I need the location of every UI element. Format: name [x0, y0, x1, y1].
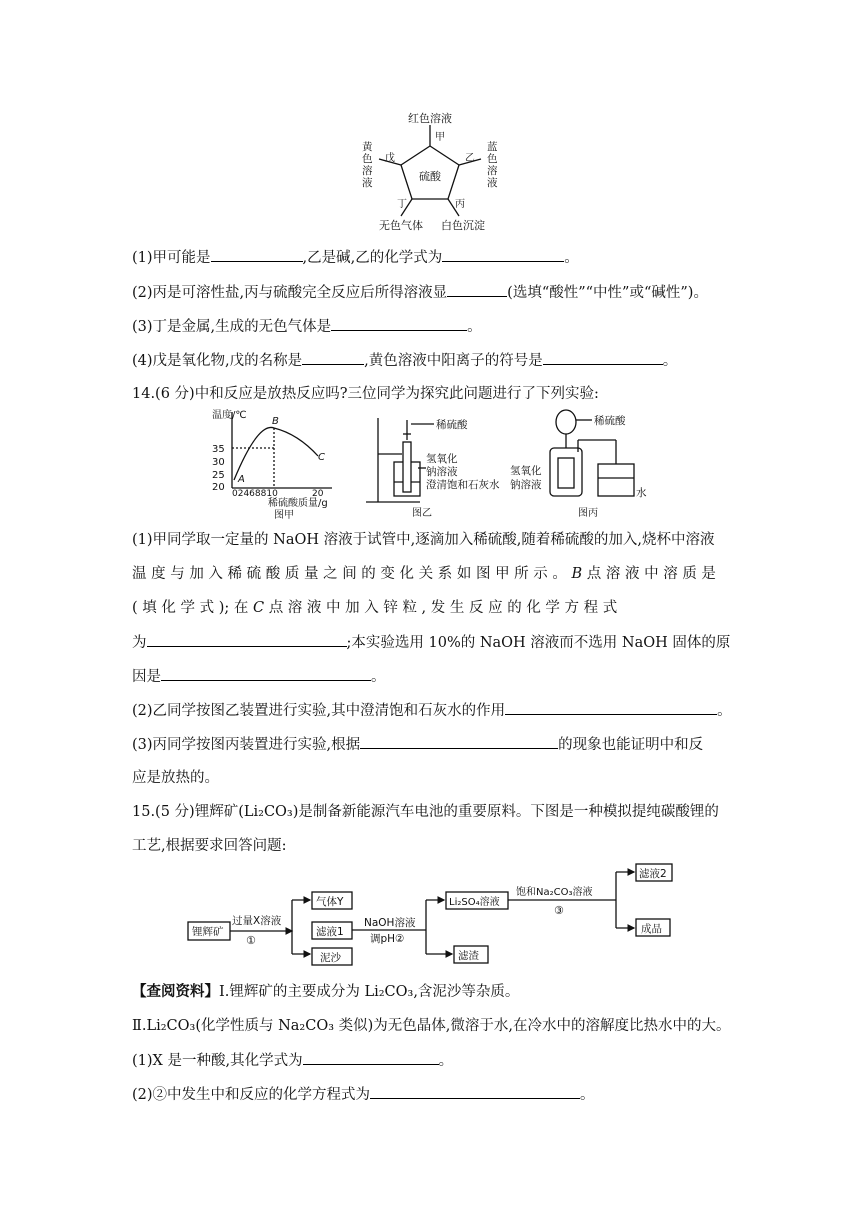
q14-p1-line5: 因是 。 — [132, 666, 386, 687]
q15-line1: 15.(5 分)锂辉矿(Li₂CO₃)是制备新能源汽车电池的重要原料。下图是一种模拟提纯碳酸锂的 — [132, 804, 719, 820]
q15-line2: 工艺,根据要求回答问题: — [132, 838, 287, 854]
flow-filtrate1: 滤液1 — [316, 926, 344, 938]
xticks: 02468810 — [232, 489, 278, 499]
answer-blank[interactable] — [370, 1084, 580, 1099]
label-acid: 稀硫酸 — [436, 419, 468, 431]
pentagon-center: 硫酸 — [419, 170, 441, 183]
figure-bing-apparatus — [506, 404, 656, 520]
answer-blank[interactable] — [442, 247, 564, 262]
point-a: A — [238, 474, 245, 485]
answer-blank[interactable] — [147, 632, 347, 647]
flow-step3-top: 饱和Na₂CO₃溶液 — [516, 887, 593, 898]
flow-gas: 气体Y — [316, 896, 344, 908]
q14-p1-line1: (1)甲同学取一定量的 NaOH 溶液于试管中,逐滴加入稀硫酸,随着稀硫酸的加入,烧杯中溶液 — [132, 532, 715, 548]
answer-blank[interactable] — [505, 700, 717, 715]
q13-line1: (1)甲可能是 ,乙是碱,乙的化学式为 。 — [132, 247, 579, 268]
label-bing: 丙 — [455, 199, 465, 210]
caption-jia: 图甲 — [274, 510, 294, 520]
flow-ore: 锂辉矿 — [192, 926, 224, 938]
ytick-35: 35 — [212, 444, 225, 455]
answer-blank[interactable] — [211, 247, 303, 262]
pentagon-top: 红色溶液 — [408, 112, 452, 125]
ytick-25: 25 — [212, 470, 225, 481]
answer-blank[interactable] — [303, 1050, 439, 1065]
label-water: 水 — [636, 487, 647, 499]
flow-step2-bottom: 调pH② — [370, 933, 405, 945]
answer-blank[interactable] — [447, 282, 507, 297]
axis-ylabel: 温度/℃ — [212, 410, 247, 421]
q15-ref1: 【查阅资料】Ⅰ.锂辉矿的主要成分为 Li₂CO₃,含泥沙等杂质。 — [132, 983, 520, 1000]
q14-p3-cont: 应是放热的。 — [132, 770, 219, 786]
q14-p1-line2: 温 度 与 加 入 稀 硫 酸 质 量 之 间 的 变 化 关 系 如 图 甲 所 示 。 B 点 溶 液 中 溶 质 是 — [132, 566, 716, 582]
label-yi: 乙 — [465, 153, 475, 164]
point-c: C — [318, 452, 325, 463]
answer-blank[interactable] — [543, 350, 663, 365]
pentagon-right-vertical: 蓝色溶液 — [487, 141, 498, 189]
q15-q2: (2)②中发生中和反应的化学方程式为 。 — [132, 1084, 595, 1105]
q15-q1: (1)X 是一种酸,其化学式为 。 — [132, 1050, 453, 1071]
label-naoh-2: 钠溶液 — [426, 466, 458, 478]
q14-p1-line3: ( 填 化 学 式 ); 在 C 点 溶 液 中 加 入 锌 粒 , 发 生 反 应 的 化 学 方 程 式 — [132, 600, 618, 616]
label-naoh-1: 氢氧化 — [510, 465, 542, 477]
pentagon-diagram — [355, 108, 505, 234]
flow-step1-top: 过量X溶液 — [232, 915, 282, 927]
q13-line4: (4)戊是氧化物,戊的名称是 ,黄色溶液中阳离子的符号是 。 — [132, 350, 677, 371]
q15-ref2: Ⅱ.Li₂CO₃(化学性质与 Na₂CO₃ 类似)为无色晶体,微溶于水,在冷水中的溶解度比热水中的大。 — [132, 1018, 731, 1034]
flow-step2-top: NaOH溶液 — [364, 917, 416, 929]
flow-mud: 泥沙 — [320, 952, 341, 964]
q14-p3: (3)丙同学按图丙装置进行实验,根据 的现象也能证明中和反 — [132, 734, 703, 755]
caption-yi: 图乙 — [412, 508, 432, 519]
flow-filtrate2: 滤液2 — [639, 868, 667, 880]
answer-blank[interactable] — [161, 666, 371, 681]
flow-product: 成品 — [641, 923, 662, 935]
label-naoh-2: 钠溶液 — [510, 479, 542, 491]
xtick-20: 20 — [312, 489, 324, 499]
label-naoh-1: 氢氧化 — [426, 453, 458, 465]
axis-xlabel: 稀硫酸质量/g — [268, 498, 328, 509]
flow-step1-num: ① — [246, 934, 256, 947]
figure-yi-apparatus — [360, 410, 520, 520]
q14-p2: (2)乙同学按图乙装置进行实验,其中澄清饱和石灰水的作用 。 — [132, 700, 732, 721]
flow-li2so4: Li₂SO₄溶液 — [449, 897, 500, 908]
label-ding: 丁 — [397, 199, 407, 210]
flow-step3-num: ③ — [554, 904, 564, 917]
label-acid: 稀硫酸 — [594, 415, 626, 427]
pentagon-left-vertical: 黄色溶液 — [362, 141, 373, 189]
q14-p1-line4: 为 ;本实验选用 10%的 NaOH 溶液而不选用 NaOH 固体的原 — [132, 632, 730, 653]
q13-line3: (3)丁是金属,生成的无色气体是 。 — [132, 316, 482, 337]
label-jia: 甲 — [435, 132, 445, 143]
point-b: B — [272, 416, 279, 427]
pentagon-bottom-left: 无色气体 — [379, 219, 423, 232]
q14-header: 14.(6 分)中和反应是放热反应吗?三位同学为探究此问题进行了下列实验: — [132, 386, 599, 402]
q13-line2: (2)丙是可溶性盐,丙与硫酸完全反应后所得溶液显 (选填“酸性”“中性”或“碱性”)。 — [132, 282, 708, 303]
label-limewater: 澄清饱和石灰水 — [426, 479, 500, 491]
answer-blank[interactable] — [331, 316, 467, 331]
caption-bing: 图丙 — [578, 508, 598, 519]
flow-residue: 滤渣 — [458, 950, 479, 962]
answer-blank[interactable] — [360, 734, 558, 749]
label-wu: 戊 — [385, 153, 395, 164]
ytick-30: 30 — [212, 457, 225, 468]
answer-blank[interactable] — [302, 350, 364, 365]
process-flowchart — [186, 862, 676, 972]
figure-jia-temperature-curve — [208, 408, 348, 520]
pentagon-bottom-right: 白色沉淀 — [441, 219, 485, 232]
ytick-20: 20 — [212, 482, 225, 493]
